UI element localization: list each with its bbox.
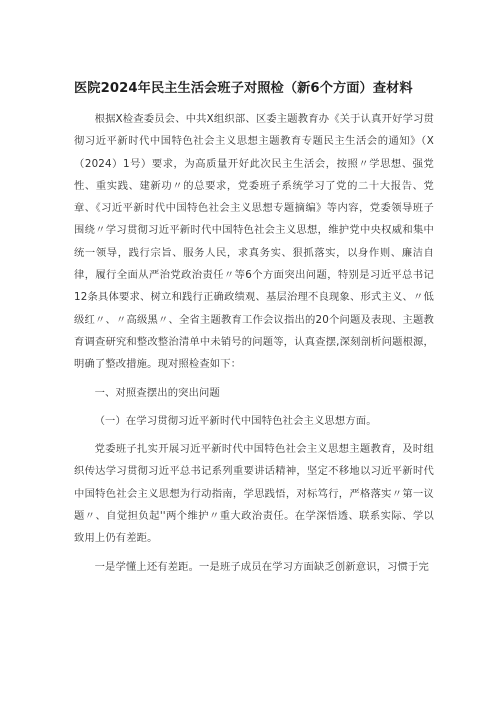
document-body [74, 108, 434, 578]
subsection-heading: （一）在学习贯彻习近平新时代中国特色社会主义思想方面。 [94, 414, 377, 427]
paragraph-gap: 一是学懂上还有差距。一是班子成员在学习方面缺乏创新意识，习惯于完 [94, 560, 429, 573]
paragraph-study: 党委班子扎实开展习近平新时代中国特色社会主义思想主题教育，及时组织传达学习贯彻习近平总书记系列重要讲话精神，坚定不移地以习近平新时代中国特色社会主义思想为行动指南，学思践悟，对标笃行，严格落实〃第一议题〃、自觉担负起''两个维护〃重大政治责任。在学深悟透、联系实际、学以致用上仍有差距。 [74, 443, 434, 545]
document-title: 医院2024年民主生活会班子对照检（新6个方面）查材料 [74, 81, 413, 96]
section-heading: 一、对照查摆出的突出问题 [94, 386, 220, 399]
paragraph-intro: 根据X检查委员会、中共X组织部、区委主题教育办《关于认真开好学习贯彻习近平新时代中国特色社会主义思想主题教育专题民主生活会的通知》（X（2024）1号）要求，为高质量开好此次民主生活会，按照〃学思想、强党性、重实践、建新功〃的总要求，党委班子系统学习了党的二十大报告、党章、《习近平新时代中国特色社会主义思想专题摘编》等内容，党委领导班子围绕〃学习贯彻习近平新时代中国特色社会主义思想，维护党中央权威和集中统一领导，践行宗旨、服务人民，求真务实、狠抓落实，以身作则、廉洁自律，履行全面从严治党政治责任〃等6个方面突出问题，特别是习近平总书记12条具体要求、树立和践行正确政绩观、基层治理不良现象、形式主义、〃低级红〃、〃高级黑〃、全省主题教育工作会议指出的20个问题及表现、主题教育调查研究和整改整治清单中未销号的问题等，认真查摆,深刻剖析问题根源，明确了整改措施。现对照检查如下： [74, 113, 434, 371]
